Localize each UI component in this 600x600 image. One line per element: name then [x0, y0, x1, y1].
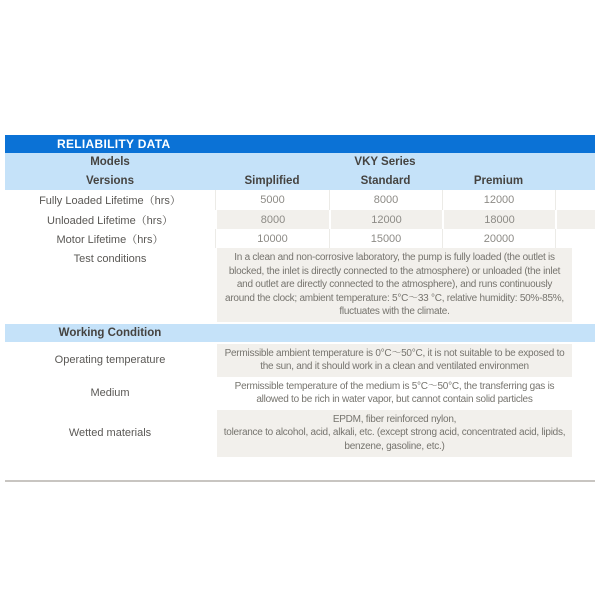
table-row-medium [5, 377, 595, 410]
table-row-wetted-materials [5, 410, 595, 457]
working-condition-title: Working Condition [58, 326, 162, 339]
value-cell: 5000 [215, 190, 329, 210]
empty-row [5, 457, 595, 480]
table-row-operating-temperature [5, 344, 595, 377]
versions-row [5, 171, 595, 190]
value-cell: 15000 [329, 229, 442, 248]
table-title: RELIABILITY DATA [57, 137, 171, 151]
table-row-motor-lifetime [5, 229, 595, 248]
empty-cell [572, 410, 595, 457]
models-label: Models [90, 156, 130, 168]
value-cell: 12000 [329, 210, 442, 229]
empty-cell [572, 377, 595, 410]
working-condition-band [5, 322, 595, 344]
empty-cell [572, 344, 595, 377]
models-row [5, 153, 595, 171]
wetted-materials-line2: tolerance to alcohol, acid, alkali, etc. (except strong acid, concentrated acid, lipids, benzene, gasoline, etc.) [223, 427, 566, 452]
test-conditions-text: In a clean and non-corrosive laboratory, the pump is fully loaded (the outlet is blocked, the inlet is directly connected to the atmosphere) or unloaded (the inlet and outlet are directly connected to the atmosphere), and runs continuously around the clock; ambient temperature: 5°C～33 °C, relative humidity: 50%-85%, fluctuates with the climate. [215, 248, 572, 322]
row-label: Operating temperature [5, 344, 215, 377]
table-row-unloaded-lifetime [5, 210, 595, 229]
table-title-band [5, 135, 595, 153]
column-header-simplified: Simplified [244, 174, 300, 187]
column-header-standard: Standard [360, 174, 411, 187]
value-cell: 20000 [442, 229, 555, 248]
empty-cell [555, 229, 595, 248]
versions-label: Versions [86, 174, 134, 187]
operating-temperature-text: Permissible ambient temperature is 0°C～50°C, it is not suitable to be exposed to the sun, and it should work in a clean and ventilated environmen [215, 344, 572, 377]
wetted-materials-line1: EPDM, fiber reinforced nylon, [332, 413, 457, 425]
table-row-fully-loaded-lifetime [5, 190, 595, 210]
value-cell: 8000 [215, 210, 329, 229]
row-label: Unloaded Lifetime（hrs） [5, 210, 215, 229]
row-label: Test conditions [5, 248, 215, 322]
value-cell: 10000 [215, 229, 329, 248]
table-row-test-conditions [5, 248, 595, 322]
empty-cell [555, 190, 595, 210]
column-header-premium: Premium [473, 174, 524, 187]
row-label: Wetted materials [5, 410, 215, 457]
value-cell: 18000 [442, 210, 555, 229]
series-label: VKY Series [354, 156, 416, 168]
versions-row-spacer [555, 171, 595, 190]
value-cell: 12000 [442, 190, 555, 210]
medium-text: Permissible temperature of the medium is 5°C～50°C, the transferring gas is allowed to be rich in water vapor, but cannot contain solid particles [215, 377, 572, 410]
empty-cell [572, 248, 595, 322]
row-label: Fully Loaded Lifetime（hrs） [5, 190, 215, 210]
wetted-materials-text [215, 410, 572, 457]
row-label: Medium [5, 377, 215, 410]
empty-cell [555, 210, 595, 229]
value-cell: 8000 [329, 190, 442, 210]
reliability-spec-table [5, 135, 595, 482]
row-label: Motor Lifetime（hrs） [5, 229, 215, 248]
models-row-spacer [555, 153, 595, 171]
